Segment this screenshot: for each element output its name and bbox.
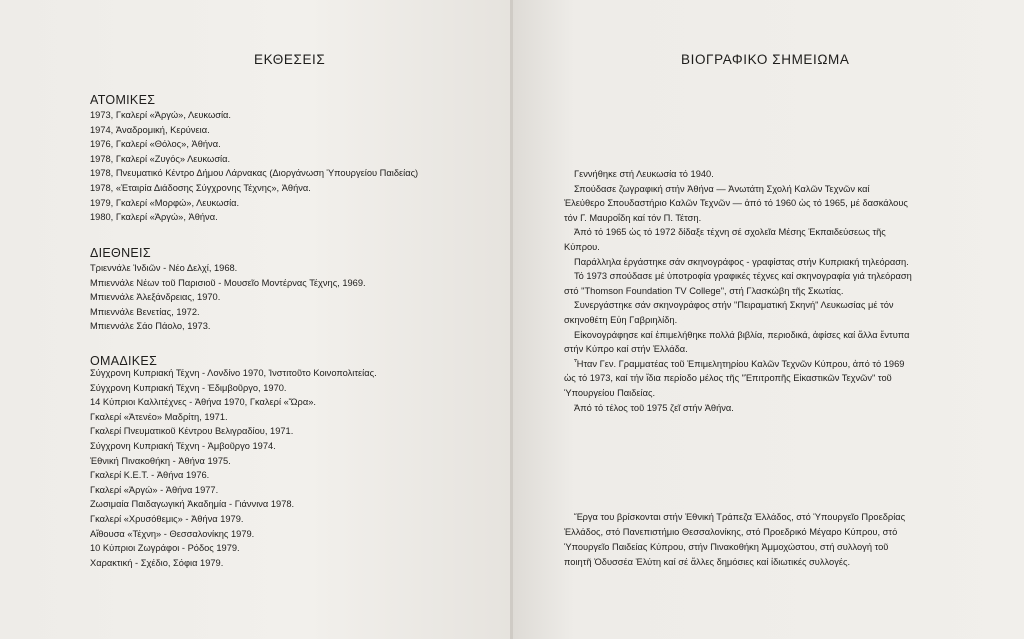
left-page bbox=[0, 0, 511, 639]
list-item: Γκαλερί Κ.Ε.Τ. - Ἀθήνα 1976. bbox=[90, 470, 210, 481]
international-exhibitions-list bbox=[90, 261, 366, 334]
group-exhibitions-title: ΟΜΑΔΙΚΕΣ bbox=[90, 354, 158, 368]
list-item: 1978, Πνευματικό Κέντρο Δήμου Λάρνακας (Διοργάνωση Ὑπουργείου Παιδείας) bbox=[90, 168, 419, 179]
list-item: Αἴθουσα «Τέχνη» - Θεσσαλονίκης 1979. bbox=[90, 528, 255, 539]
works-collections-note: Ἔργα του βρίσκονται στήν Ἐθνική Τράπεζα Ἑλλάδος, στό Ὑπουργεῖο Προεδρίας Ἑλλάδος, στό Πανεπιστήμιο Θεσσαλονίκης, στό Προεδρικό Μέγαρο Κύπρου, στό Ὑπουργεῖο Παιδείας Κύπρου, στήν Πινακοθήκη Ἀμμοχώστου, στή συλλογή τοῦ ποιητῆ Ὀδυσσέα Ἐλύτη καί σέ ἄλλες δημόσιες καί ἰδιωτικές συλλογές. bbox=[564, 512, 906, 567]
list-item: 1978, Γκαλερί «Ζυγός» Λευκωσία. bbox=[90, 153, 231, 164]
bio-paragraph: Ἀπό τό τέλος τοῦ 1975 ζεῖ στήν Ἀθήνα. bbox=[574, 402, 734, 413]
list-item: Σύγχρονη Κυπριακή Τέχνη - Ἐδιμβοῦργο, 1970. bbox=[90, 382, 287, 393]
list-item: Γκαλερί «Χρυσόθεμις» - Ἀθήνα 1979. bbox=[90, 513, 244, 524]
list-item: Ἐθνική Πινακοθήκη - Ἀθήνα 1975. bbox=[90, 455, 231, 466]
list-item: Σύγχρονη Κυπριακή Τέχνη - Ἀμβοῦργο 1974. bbox=[90, 440, 276, 451]
bio-paragraph: Ἀπό τό 1965 ὡς τό 1972 δίδαξε τέχνη σέ σχολεῖα Μέσης Ἐκπαιδεύσεως τῆς Κύπρου. bbox=[564, 227, 886, 252]
list-item: Μπιεννάλε Βενετίας, 1972. bbox=[90, 306, 200, 317]
solo-exhibitions-title: ΑΤΟΜΙΚΕΣ bbox=[90, 93, 156, 107]
bio-paragraph: Παράλληλα ἐργάστηκε σάν σκηνογράφος - γραφίστας στήν Κυπριακή τηλεόραση. bbox=[574, 256, 909, 267]
bio-paragraph: Τό 1973 σπούδασε μέ ὑποτροφία γραφικές τέχνες καί σκηνογραφία γιά τηλεόραση στό "Thomson Foundation TV College", στή Γλασκώβη τῆς Σκωτίας. bbox=[564, 271, 912, 296]
bio-paragraph: Εἰκονογράφησε καί ἐπιμελήθηκε πολλά βιβλία, περιοδικά, ἀφίσες καί ἄλλα ἔντυπα στήν Κύπρο καί στήν Ἑλλάδα. bbox=[564, 329, 910, 355]
list-item: Τριεννάλε Ἰνδιῶν - Νέο Δελχί, 1968. bbox=[90, 263, 238, 273]
list-item: 14 Κύπριοι Καλλιτέχνες - Ἀθήνα 1970, Γκαλερί «Ὥρα». bbox=[90, 397, 316, 408]
bio-paragraph: Συνεργάστηκε σάν σκηνογράφος στήν "Πειραματική Σκηνή" Λευκωσίας μέ τόν σκηνοθέτη Εὐη Γαβριηλίδη. bbox=[564, 300, 894, 325]
list-item: 1978, «Ἑταιρία Διάδοσης Σύγχρονης Τέχνης», Ἀθήνα. bbox=[90, 182, 311, 193]
list-item: 1980, Γκαλερί «Ἀργώ», Ἀθήνα. bbox=[90, 212, 218, 223]
group-exhibitions-list bbox=[90, 366, 377, 570]
list-item: Χαρακτική - Σχέδιο, Σόφια 1979. bbox=[90, 557, 224, 568]
list-item: Σύγχρονη Κυπριακή Τέχνη - Λονδίνο 1970, Ἰνστιτοῦτο Κοινοπολιτείας. bbox=[90, 368, 377, 378]
list-item: Μπιεννάλε Ἀλεξάνδρειας, 1970. bbox=[90, 292, 221, 303]
list-item: 10 Κύπριοι Ζωγράφοι - Ρόδος 1979. bbox=[90, 543, 240, 554]
bio-paragraph: Σπούδασε ζωγραφική στήν Ἀθήνα — Ἀνωτάτη Σχολή Καλῶν Τεχνῶν καί Ἐλεύθερο Σπουδαστήριο Καλῶν Τεχνῶν — ἀπό τό 1960 ὡς τό 1965, μέ δασκάλους τόν Γ. Μαυροΐδη καί τόν Π. Τέτση. bbox=[564, 183, 908, 223]
international-exhibitions-title: ΔΙΕΘΝΕΙΣ bbox=[90, 246, 151, 260]
list-item: 1976, Γκαλερί «Θόλος», Ἀθήνα. bbox=[90, 139, 221, 150]
exhibitions-title: ΕΚΘΕΣΕΙΣ bbox=[254, 52, 326, 67]
solo-exhibitions-list bbox=[90, 108, 418, 225]
list-item: Γκαλερί Πνευματικοῦ Κέντρου Βελιγραδίου, 1971. bbox=[90, 426, 294, 437]
list-item: Ζωσιμαία Παιδαγωγική Ἀκαδημία - Γιάννινα 1978. bbox=[90, 499, 295, 510]
biography-title: ΒΙΟΓΡΑΦΙΚΟ ΣΗΜΕΙΩΜΑ bbox=[681, 52, 850, 67]
list-item: Γκαλερί «Ἀτενέο» Μαδρίτη, 1971. bbox=[90, 411, 228, 422]
list-item: 1974, Ἀναδρομική, Κερύνεια. bbox=[90, 124, 210, 135]
list-item: 1973, Γκαλερί «Ἀργώ», Λευκωσία. bbox=[90, 110, 231, 120]
list-item: Γκαλερί «Ἀργώ» - Ἀθήνα 1977. bbox=[90, 484, 219, 495]
list-item: 1979, Γκαλερί «Μορφώ», Λευκωσία. bbox=[90, 197, 240, 208]
list-item: Μπιεννάλε Νέων τοῦ Παρισιοῦ - Μουσεῖο Μοντέρνας Τέχνης, 1969. bbox=[90, 277, 366, 288]
bio-paragraph: Ἦταν Γεν. Γραμματέας τοῦ Ἐπιμελητηρίου Καλῶν Τεχνῶν Κύπρου, ἀπό τό 1969 ὡς τό 1973, καί τήν ἴδια περίοδο μέλος τῆς "Ἐπιτροπῆς Εἰκαστικῶν Τεχνῶν" τοῦ Ὑπουργείου Παιδείας. bbox=[564, 358, 905, 398]
biography-text bbox=[564, 167, 912, 415]
list-item: Μπιεννάλε Σάο Πάολο, 1973. bbox=[90, 321, 211, 332]
bio-paragraph: Γεννήθηκε στή Λευκωσία τό 1940. bbox=[574, 169, 714, 179]
